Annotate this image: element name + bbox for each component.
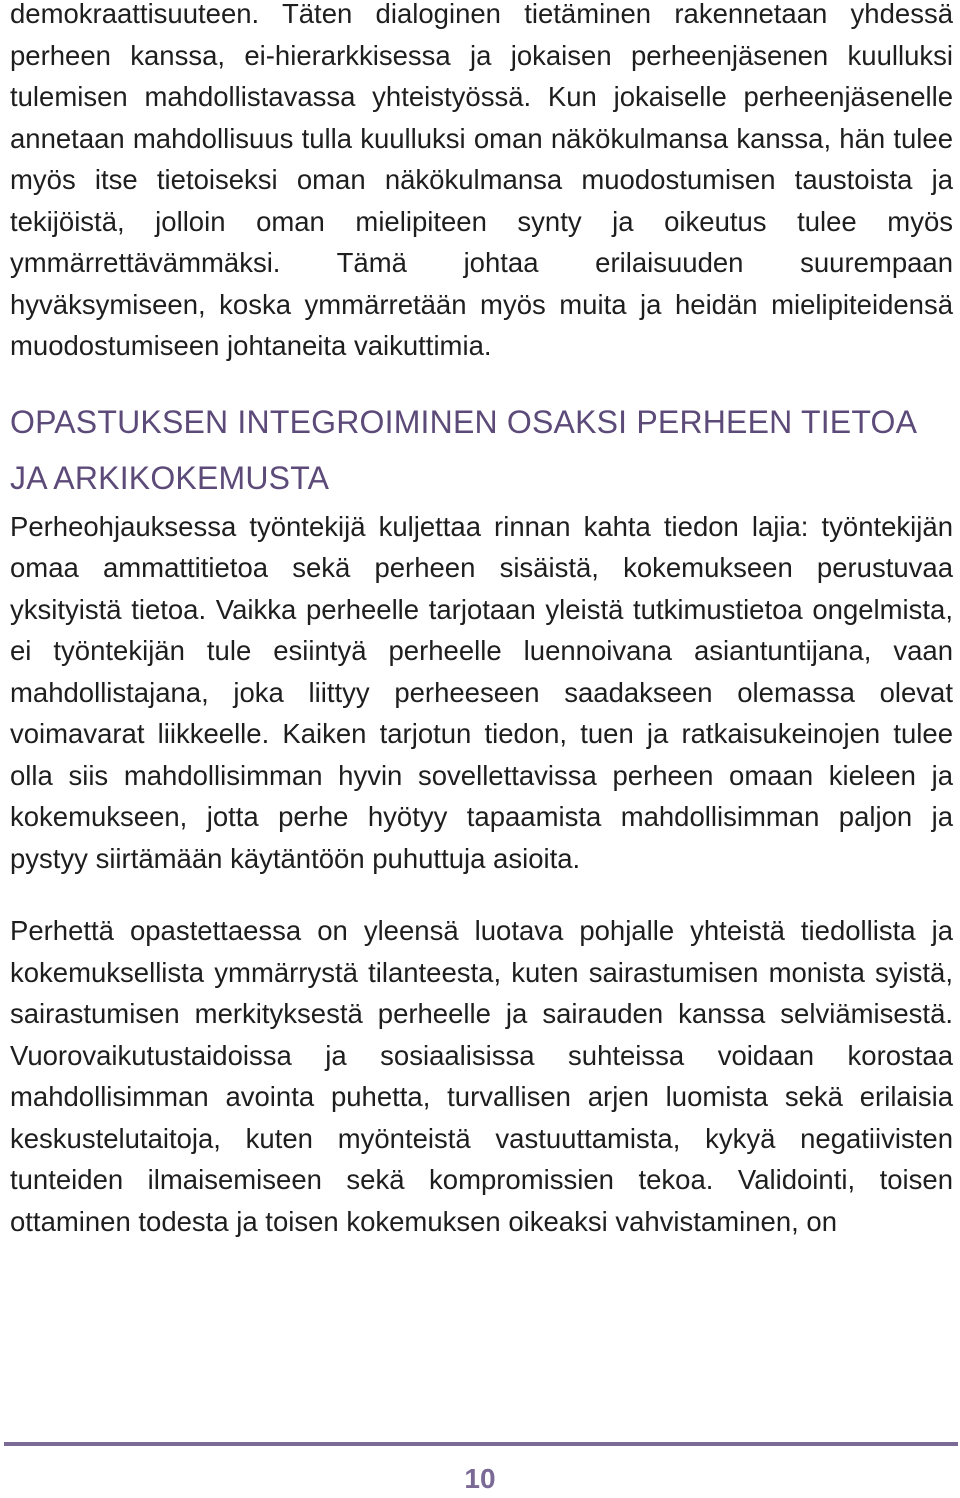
body-paragraph-intro: demokraattisuuteen. Täten dialoginen tietäminen rakennetaan yhdessä perheen kanssa, ei-hierarkkisessa ja jokaisen perheenjäsenen kuulluksi tulemisen mahdollistavassa yhteistyössä. Kun jokaiselle perheenjäsenelle annetaan mahdollisuus tulla kuulluksi oman näkökulmansa kanssa, hän tulee myös itse tietoiseksi oman näkökulmansa muodostumisen taustoista ja tekijöistä, jolloin oman mielipiteen synty ja oikeutus tulee myös ymmärrettävämmäksi. Tämä johtaa erilaisuuden suurempaan hyväksymiseen, koska ymmärretään myös muita ja heidän mielipiteidensä muodostumiseen johtaneita vaikuttimia.: [10, 0, 953, 361]
page-number: 10: [464, 1463, 496, 1494]
body-paragraph-2: Perhettä opastettaessa on yleensä luotava pohjalle yhteistä tiedollista ja kokemuksellista ymmärrystä tilanteesta, kuten sairastumisen monista syistä, sairastumisen merkityksestä perheelle ja sairauden kanssa selviämisestä. Vuorovaikutustaidoissa ja sosiaalisissa suhteissa voidaan korostaa mahdollisimman avointa puhetta, turvallisen arjen luomista sekä erilaisia keskustelutaitoja, kuten myönteistä vastuuttamista, kykyä negatiivisten tunteiden ilmaisemiseen sekä kompromissien tekoa. Validointi, toisen ottaminen todesta ja toisen kokemuksen oikeaksi vahvistaminen, on: [10, 915, 953, 1237]
section-heading: OPASTUKSEN INTEGROIMINEN OSAKSI PERHEEN TIETOA JA ARKIKOKEMUSTA: [10, 403, 916, 496]
document-page: [10, 0, 953, 1242]
footer-divider: [4, 1442, 958, 1446]
body-paragraph-1: Perheohjauksessa työntekijä kuljettaa rinnan kahta tiedon lajia: työntekijän omaa ammattitietoa sekä perheen sisäistä, kokemukseen perustuvaa yksityistä tietoa. Vaikka perheelle tarjotaan yleistä tutkimustietoa ongelmista, ei työntekijän tule esiintyä perheelle luennoivana asiantuntijana, vaan mahdollistajana, joka liittyy perheeseen saadakseen olemassa olevat voimavarat liikkeelle. Kaiken tarjotun tiedon, tuen ja ratkaisukeinojen tulee olla siis mahdollisimman hyvin sovellettavissa perheen omaan kieleen ja kokemukseen, jotta perhe hyötyy tapaamista mahdollisimman paljon ja pystyy siirtämään käytäntöön puhuttuja asioita.: [10, 510, 953, 874]
